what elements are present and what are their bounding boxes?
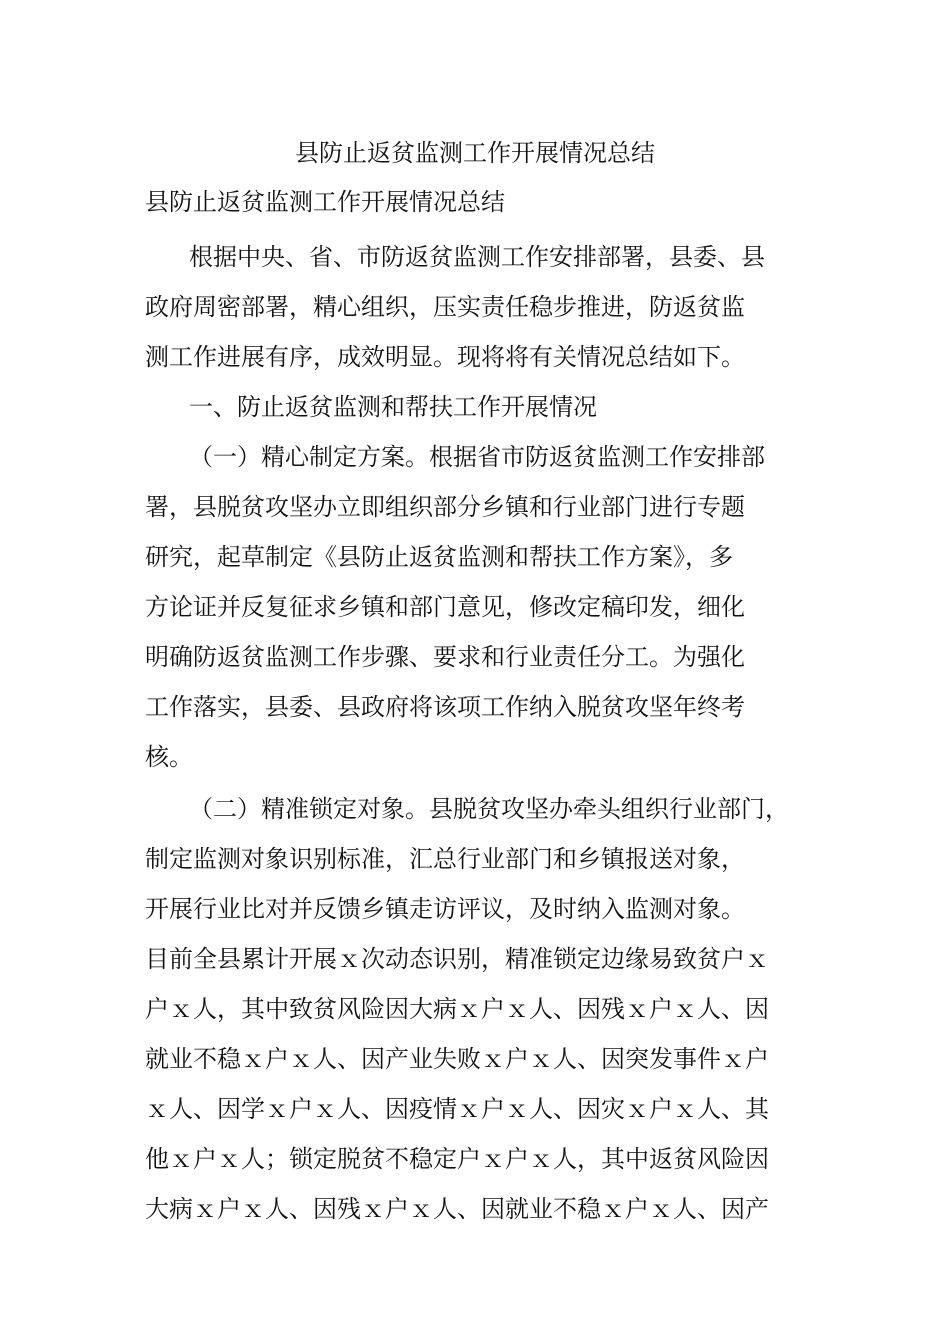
paragraph-line: 他ｘ户ｘ人；锁定脱贫不稳定户ｘ户ｘ人，其中返贫风险因: [145, 1145, 769, 1173]
document-body: [145, 182, 831, 1234]
paragraph-line: （二）精准锁定对象。县脱贫攻坚办牵头组织行业部门，: [189, 795, 789, 823]
paragraph-line: 核。: [145, 743, 193, 771]
paragraph-line: 政府周密部署，精心组织，压实责任稳步推进，防返贫监: [145, 293, 745, 321]
document-subtitle: 县防止返贫监测工作开展情况总结: [145, 188, 505, 216]
paragraph-line: 户ｘ人，其中致贫风险因大病ｘ户ｘ人、因残ｘ户ｘ人、因: [145, 995, 769, 1023]
paragraph-targets: [145, 784, 831, 1234]
paragraph-line: 方论证并反复征求乡镇和部门意见，修改定稿印发，细化: [145, 593, 745, 621]
paragraph-line: 大病ｘ户ｘ人、因残ｘ户ｘ人、因就业不稳ｘ户ｘ人、因产: [145, 1195, 769, 1223]
paragraph-line: 开展行业比对并反馈乡镇走访评议，及时纳入监测对象。: [145, 895, 745, 923]
paragraph-line: 明确防返贫监测工作步骤、要求和行业责任分工。为强化: [145, 643, 745, 671]
section-heading: [145, 382, 831, 432]
paragraph-plan: [145, 432, 831, 782]
paragraph-line: 署，县脱贫攻坚办立即组织部分乡镇和行业部门进行专题: [145, 493, 745, 521]
paragraph-line: 根据中央、省、市防返贫监测工作安排部署，县委、县: [189, 243, 765, 271]
paragraph-line: 就业不稳ｘ户ｘ人、因产业失败ｘ户ｘ人、因突发事件ｘ户: [145, 1045, 769, 1073]
paragraph-line: ｘ人、因学ｘ户ｘ人、因疫情ｘ户ｘ人、因灾ｘ户ｘ人、其: [145, 1095, 769, 1123]
paragraph-line: （一）精心制定方案。根据省市防返贫监测工作安排部: [189, 443, 765, 471]
section-heading-text: 一、防止返贫监测和帮扶工作开展情况: [189, 393, 597, 421]
paragraph-line: 测工作进展有序，成效明显。现将将有关情况总结如下。: [145, 343, 745, 371]
paragraph-line: 目前全县累计开展ｘ次动态识别，精准锁定边缘易致贫户ｘ: [145, 945, 769, 973]
paragraph-line: 研究，起草制定《县防止返贫监测和帮扶工作方案》，多: [145, 543, 733, 571]
document-title: 县防止返贫监测工作开展情况总结: [295, 139, 655, 167]
paragraph-line: 工作落实，县委、县政府将该项工作纳入脱贫攻坚年终考: [145, 693, 745, 721]
paragraph-line: 制定监测对象识别标准，汇总行业部门和乡镇报送对象，: [145, 845, 745, 873]
paragraph-intro: [145, 232, 831, 382]
